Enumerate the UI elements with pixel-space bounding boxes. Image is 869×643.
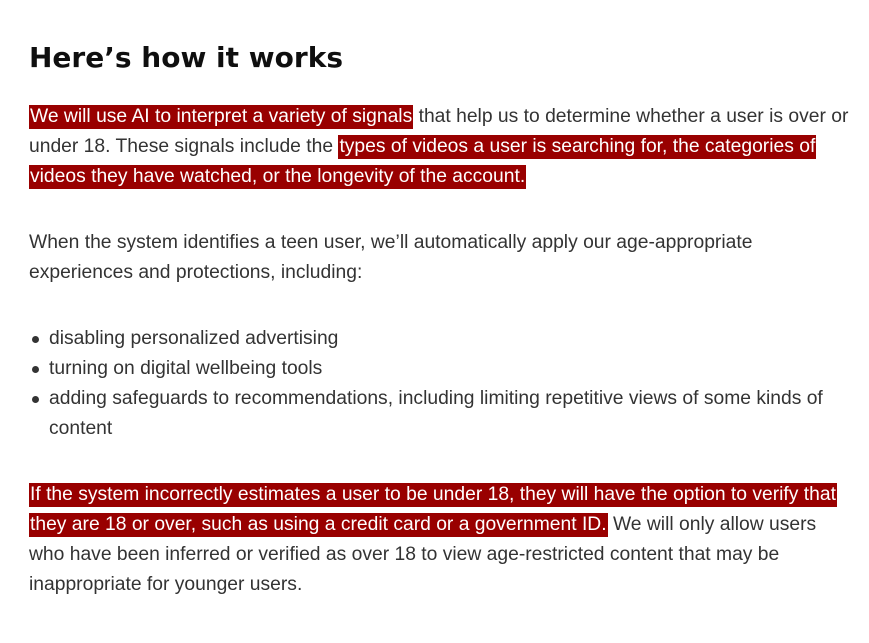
bullet-icon [32, 336, 39, 343]
list-item-text: turning on digital wellbeing tools [49, 358, 323, 379]
paragraph-verification [29, 480, 851, 600]
highlighted-text: types of videos a user is searching for, the categories of videos they have watched, or the longevity of the account. [30, 136, 816, 187]
body-text: that help us to determine whether a user is over or under 18. These signals include the [29, 106, 849, 157]
list-item [29, 324, 851, 354]
protections-list [29, 324, 851, 444]
list-item [29, 384, 851, 444]
highlighted-text: We will use AI to interpret a variety of signals [30, 106, 413, 127]
list-item [29, 354, 851, 384]
bullet-icon [32, 396, 39, 403]
paragraph-signals [29, 102, 851, 192]
article-content [29, 38, 851, 636]
highlighted-text: If the system incorrectly estimates a user to be under 18, they will have the option to verify that they are 18 or over, such as using a credit card or a government ID. [30, 484, 836, 535]
list-item-text: disabling personalized advertising [49, 328, 339, 349]
paragraph-teen-user: When the system identifies a teen user, we’ll automatically apply our age-appropriate experiences and protections, including: [29, 232, 753, 283]
bullet-icon [32, 366, 39, 373]
section-heading: Here’s how it works [29, 41, 343, 74]
list-item-text: adding safeguards to recommendations, including limiting repetitive views of some kinds of content [49, 388, 823, 439]
body-text: We will only allow users who have been inferred or verified as over 18 to view age-restricted content that may be inappropriate for younger users. [29, 514, 817, 595]
